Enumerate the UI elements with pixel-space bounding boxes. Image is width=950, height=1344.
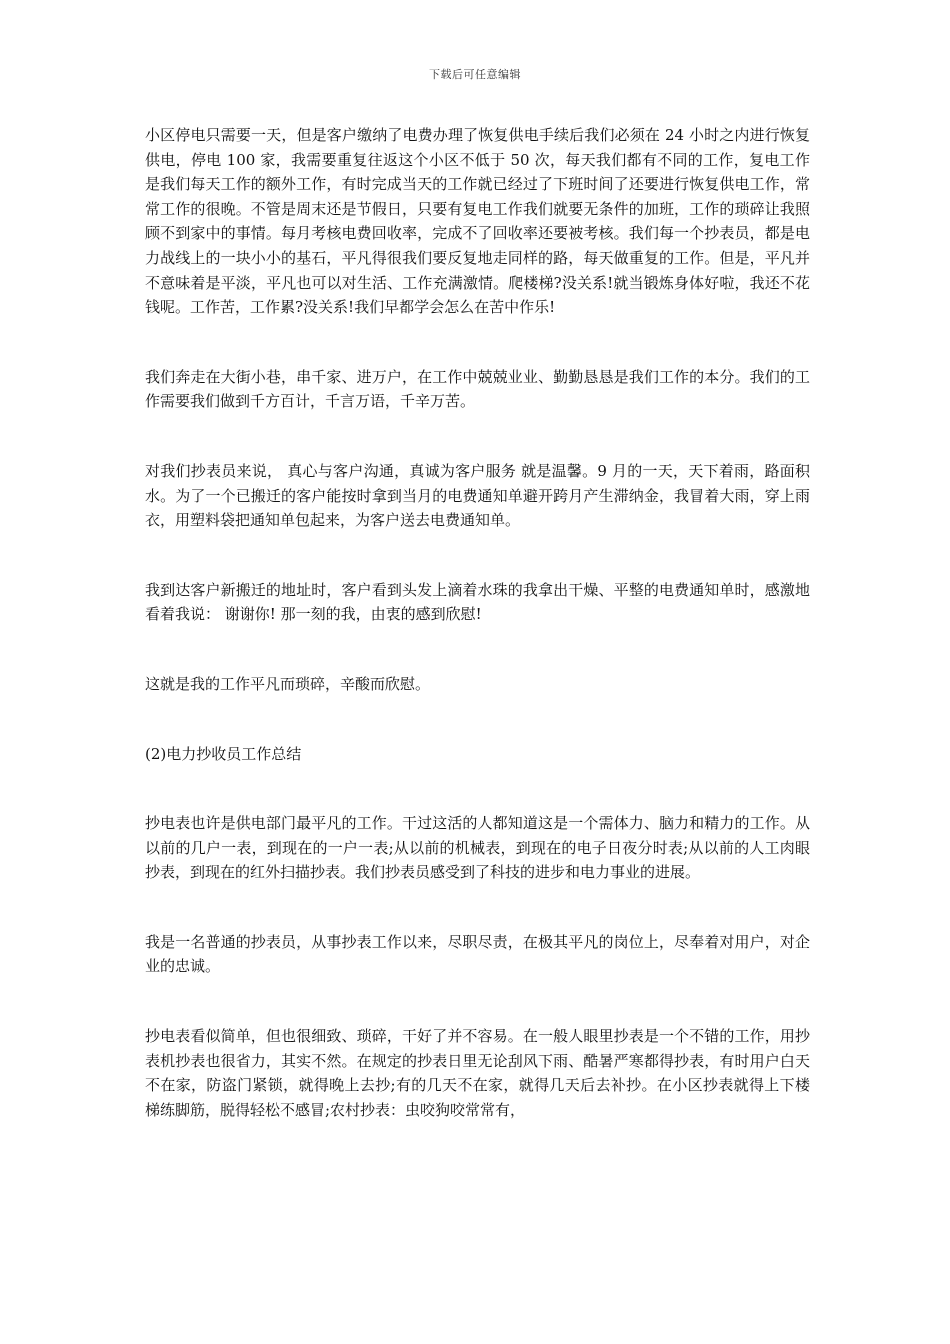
section-heading: (2)电力抄收员工作总结 [145,744,302,763]
paragraph-7: 我是一名普通的抄表员，从事抄表工作以来，尽职尽责，在极其平凡的岗位上，尽奉着对用户，对企业的忠诚。 [145,932,810,976]
paragraph-1: 小区停电只需要一天，但是客户缴纳了电费办理了恢复供电手续后我们必须在 24 小时之内进行恢复供电，停电 100 家，我需要重复往返这个小区不低于 50 次，每天我们都有不同的工作，复电工作是我们每天工作的额外工作，有时完成当天的工作就已经过了下班时间了还要进行恢复供电工作，常常工作的很晚。不管是周末还是节假日，只要有复电工作我们就要无条件的加班，工作的琐碎让我照顾不到家中的事情。每月考核电费回收率，完成不了回收率还要被考核。我们每一个抄表员，都是电力战线上的一块小小的基石，平凡得很我们要反复地走同样的路，每天做重复的工作。但是，平凡并不意味着是平淡，平凡也可以对生活、工作充满激情。爬楼梯?没关系!就当锻炼身体好啦，我还不花钱呢。工作苦，工作累?没关系!我们早都学会怎么在苦中作乐! [145,126,810,317]
paragraph-3: 对我们抄表员来说， 真心与客户沟通，真诚为客户服务 就是温馨。9 月的一天，天下着雨，路面积水。为了一个已搬迁的客户能按时拿到当月的电费通知单避开跨月产生滞纳金，我冒着大雨，穿上雨衣，用塑料袋把通知单包起来，为客户送去电费通知单。 [145,461,810,530]
paragraph-8: 抄电表看似简单，但也很细致、琐碎，干好了并不容易。在一般人眼里抄表是一个不错的工作，用抄表机抄表也很省力，其实不然。在规定的抄表日里无论刮风下雨、酷暑严寒都得抄表，有时用户白天不在家，防盗门紧锁，就得晚上去抄;有的几天不在家，就得几天后去补抄。在小区抄表就得上下楼梯练脚筋，脱得轻松不感冒;农村抄表：虫咬狗咬常常有， [145,1027,810,1119]
paragraph-4: 我到达客户新搬迁的地址时，客户看到头发上滴着水珠的我拿出干燥、平整的电费通知单时，感激地看着我说： 谢谢你! 那一刻的我，由衷的感到欣慰! [145,580,810,624]
paragraph-2: 我们奔走在大街小巷，串千家、进万户，在工作中兢兢业业、勤勤恳恳是我们工作的本分。我们的工作需要我们做到千方百计，千言万语，千辛万苦。 [145,367,810,411]
page-header: 下载后可任意编辑 [429,68,521,81]
document-body [145,123,810,1122]
paragraph-6: 抄电表也许是供电部门最平凡的工作。干过这活的人都知道这是一个需体力、脑力和精力的工作。从以前的几户一表，到现在的一户一表;从以前的机械表，到现在的电子日夜分时表;从以前的人工肉眼抄表，到现在的红外扫描抄表。我们抄表员感受到了科技的进步和电力事业的进展。 [145,814,810,882]
paragraph-5: 这就是我的工作平凡而琐碎，辛酸而欣慰。 [145,674,431,693]
